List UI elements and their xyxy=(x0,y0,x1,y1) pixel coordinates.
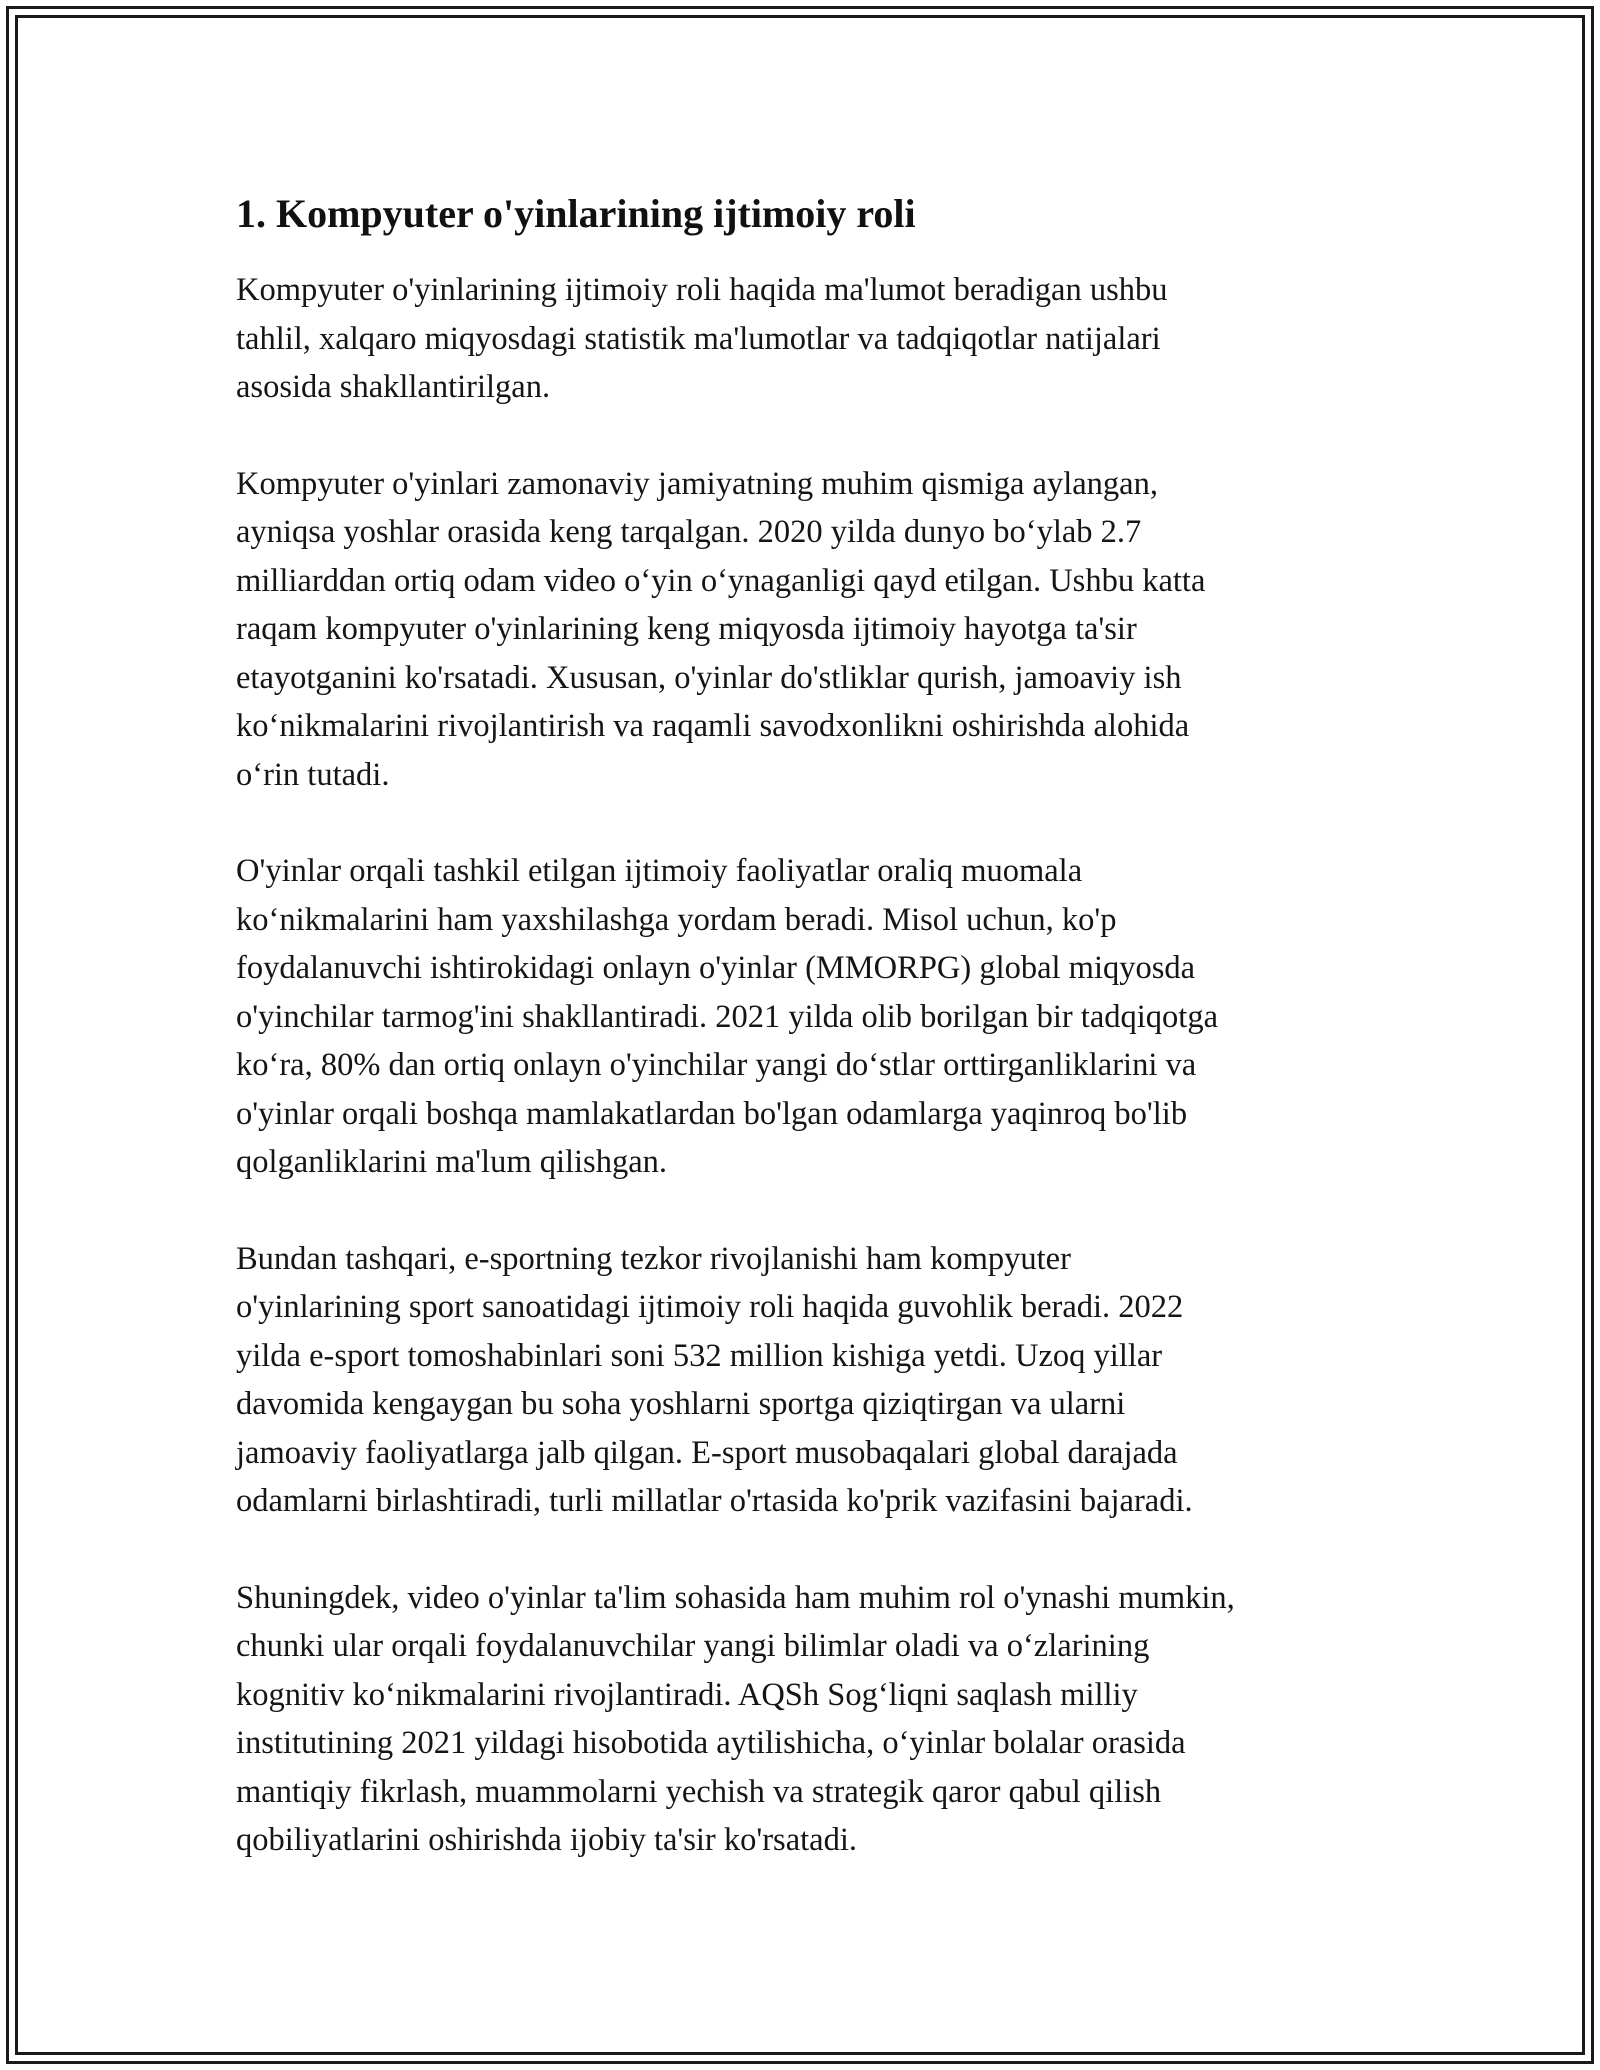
paragraph-education: Shuningdek, video o'yinlar ta'lim sohasida ham muhim rol o'ynashi mumkin, chunki ular orqali foydalanuvchilar yangi bilimlar oladi va o‘zlarining kognitiv ko‘nikmalarini rivojlantiradi. AQSh Sog‘liqni saqlash milliy institutining 2021 yildagi hisobotida aytilishicha, o‘yinlar bolalar orasida mantiqiy fikrlash, muammolarni yechish va strategik qaror qabul qilish qobiliyatlarini oshirishda ijobiy ta'sir ko'rsatadi. xyxy=(236,1579,1235,1858)
document-body xyxy=(236,186,1386,1865)
paragraph-intro: Kompyuter o'yinlarining ijtimoiy roli haqida ma'lumot beradigan ushbu tahlil, xalqaro miqyosdagi statistik ma'lumotlar va tadqiqotlar natijalari asosida shakllantirilgan. xyxy=(236,272,1168,405)
paragraph-modern-society: Kompyuter o'yinlari zamonaviy jamiyatning muhim qismiga aylangan, ayniqsa yoshlar orasida keng tarqalgan. 2020 yilda dunyo bo‘ylab 2.7 milliarddan ortiq odam video o‘yin o‘ynaganligi qayd etilgan. Ushbu katta raqam kompyuter o'yinlarining keng miqyosda ijtimoiy hayotga ta'sir etayotganini ko'rsatadi. Xususan, o'yinlar do'stliklar qurish, jamoaviy ish ko‘nikmalarini rivojlantirish va raqamli savodxonlikni oshirishda alohida o‘rin tutadi. xyxy=(236,465,1206,793)
paragraph-social-activities: O'yinlar orqali tashkil etilgan ijtimoiy faoliyatlar oraliq muomala ko‘nikmalarini ham yaxshilashga yordam beradi. Misol uchun, ko'p foydalanuvchi ishtirokidagi onlayn o'yinlar (MMORPG) global miqyosda o'yinchilar tarmog'ini shakllantiradi. 2021 yilda olib borilgan bir tadqiqotga ko‘ra, 80% dan ortiq onlayn o'yinchilar yangi do‘stlar orttirganliklarini va o'yinlar orqali boshqa mamlakatlardan bo'lgan odamlarga yaqinroq bo'lib qolganliklarini ma'lum qilishgan. xyxy=(236,853,1218,1180)
section-heading: 1. Kompyuter o'yinlarining ijtimoiy roli xyxy=(236,191,916,236)
paragraph-esports: Bundan tashqari, e-sportning tezkor rivojlanishi ham kompyuter o'yinlarining sport sanoatidagi ijtimoiy roli haqida guvohlik beradi. 2022 yilda e-sport tomoshabinlari soni 532 million kishiga yetdi. Uzoq yillar davomida kengaygan bu soha yoshlarni sportga qiziqtirgan va ularni jamoaviy faoliyatlarga jalb qilgan. E-sport musobaqalari global darajada odamlarni birlashtiradi, turli millatlar o'rtasida ko'prik vazifasini bajaradi. xyxy=(236,1240,1193,1519)
